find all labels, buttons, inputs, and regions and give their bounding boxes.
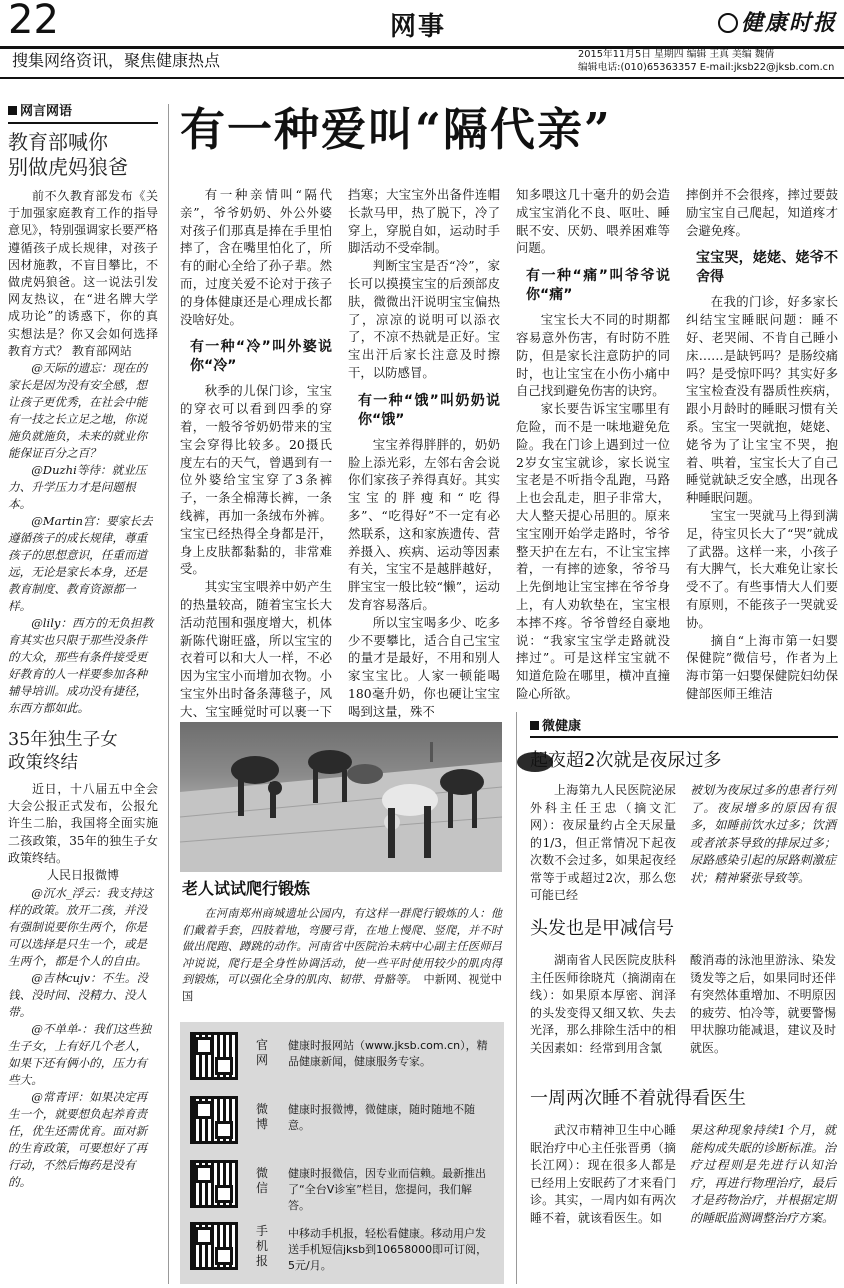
qr-code-icon[interactable] [190, 1160, 238, 1208]
contact-line: 编辑电话:(010)65363357 E-mail:jksb22@jksb.com.cn [578, 62, 835, 73]
date-line: 2015年11月5日 星期四 编辑 王真 美编 魏倩 [578, 49, 775, 60]
micro-item-col: 上海第九人民医院泌尿外科主任王忠（摘文汇网）：夜尿量约占全天尿量的1/3，但正常情况下起夜次数不会过多，如果起夜经常等于或超过2次，那么您可能已经 [530, 783, 676, 902]
story2-title: 35年独生子女 政策终结 [8, 730, 118, 774]
subheading: 宝宝哭，姥姥、姥爷不舍得 [696, 250, 838, 286]
section-title: 网事 [390, 12, 447, 42]
article-column-4: 摔倒并不会很疼，摔过要鼓励宝宝自己爬起，知道疼才会避免疼。 宝宝哭，姥姥、姥爷不舍得 在我的门诊，好多家长纠结宝宝睡眠问题：睡不好、老哭闹、不肯自己睡小床……是缺钙吗？是肠绞痛吗？是受惊吓吗？其实好多宝宝检查没有器质性疾病，跟小月龄时的睡眠习惯有关系。宝宝一哭就抱，姥姥、姥爷为了让宝宝不哭，抱着、哄着，宝宝长大了自己睡觉就缺乏安全感，出现各种睡眠问题。 宝宝一哭就马上得到满足，待宝贝长大了“哭”就成了武器。这样一来，小孩子有大脾气，长大难免让家长受不了。有些事情大人们要有原则，不能孩子一哭就妥协。 摘自“上海市第一妇婴保健院”微信号，作者为上海市第一妇婴保健院妇幼保健部医师王维洁 [686, 187, 838, 701]
story1-title: 教育部喊你 别做虎妈狼爸 [8, 130, 128, 179]
comment: @Martin宫：要家长去遵循孩子的成长规律，尊重孩子的思想意识，任重而道远，无论是家长本身，还是教育制度、教育资源都一样。 [8, 514, 153, 614]
qr-code-icon[interactable] [190, 1096, 238, 1144]
subheading: 有一种“冷”叫外婆说你“冷” [190, 339, 332, 375]
subheading: 有一种“饿”叫奶奶说你“饿” [358, 392, 500, 428]
square-bullet-icon [8, 106, 17, 115]
story1-body: 前不久教育部发布《关于加强家庭教育工作的指导意见》，特别强调家长要严格遵循孩子成长规律，对孩子因材施教，不盲目攀比，不做虎妈狼爸。这一说法引发网友热议，在“进名牌大学成功论”的诱惑下，你的真实想法是？你又会如何选择教育方式？ 教育部网站 [8, 189, 159, 358]
photo-caption-body: 在河南郑州商城遗址公园内，有这样一群爬行锻炼的人：他们戴着手套，四肢着地，弯腰弓背，在地上慢爬、竖爬，并不时做出爬跑、蹲跳的动作。河南省中医院治未病中心副主任医师吕冲说说，爬行是全身性协调活动，使一些平时使用较少的肌肉得到锻炼，可以强化全身的肌肉、韧带、骨骼等。 中新网、视觉中国 [182, 907, 502, 1003]
qr-code-icon[interactable] [190, 1222, 238, 1270]
main-headline: 有一种爱叫“隔代亲” [180, 103, 612, 156]
page-number: 22 [8, 0, 59, 43]
comment: @吉林cujv：不生。没钱、没时间、没精力、没人带。 [8, 970, 149, 1019]
article-column-3: 知多喂这几十毫升的奶会造成宝宝消化不良、呕吐、睡眠不安、厌奶、喂养困难等问题。 有一种“痛”叫爷爷说你“痛” 宝宝长大不同的时期都容易意外伤害，有时防不胜防，但是家长注意防护的同时，也让宝宝在小伤小痛中自己找到避免伤害的诀窍。 家长要告诉宝宝哪里有危险，而不是一味地避免危险。我在门诊上遇到过一位2岁女宝宝就诊，家长说宝宝老是不听指令乱跑，马路上也会乱走，胆子非常大，大人整天提心吊胆的。原来宝宝刚开始学走路时，爷爷整天护在左右，不让宝宝摔着，一有摔的迹象，爷爷马上先倒地让宝宝摔在爷爷身上，有人劝软垫在，宝宝根本摔不疼。爷爷曾经自豪地说：“我家宝宝学走路就没摔过”。可是这样宝宝就不知道危险在哪里，横冲直撞险心所欲。 [516, 187, 670, 701]
tagline: 搜集网络资讯，聚焦健康热点 [12, 51, 221, 70]
comment: @lily：西方的无负担教育其实也只限于那些没条件的大众，那些有条件接受更好教育的人一样要参加各种辅导培训。成功没有捷径，东西方都如此。 [8, 616, 154, 716]
newspaper-logo: 健康时报 [718, 6, 837, 37]
comment: @天际的遗忘：现在的家长是因为没有安全感，想让孩子更优秀，在社会中能有一技之长立足之地，你说施负就施负，未来的就业你能保证百分之百？ [8, 361, 148, 461]
masthead [0, 0, 844, 80]
header-bottom-rule [0, 77, 844, 79]
comment: @不单单-：我们这些独生子女，上有好几个老人，如果下还有俩小的，压力有些大。 [8, 1021, 152, 1087]
logo-mark-icon [718, 13, 738, 33]
qr-service-box [180, 1022, 504, 1284]
subheading: 有一种“痛”叫爷爷说你“痛” [526, 268, 670, 304]
qr-label: 微博 [256, 1102, 269, 1131]
story2-body: 近日，十八届五中全会大会公报正式发布，公报允许生二胎，我国将全面实施二孩政策，35年的独生子女政策终结。 [8, 782, 158, 865]
micro-item-col: 被划为夜尿过多的患者行列了。夜尿增多的原因有很多，如睡前饮水过多；饮酒或者浓茶导致的排尿过多；尿路感染引起的尿路刺激症状；精神紧张导致等。 [690, 783, 836, 885]
qr-text: 健康时报网站（www.jksb.com.cn），精品健康新闻，健康服务专家。 [288, 1039, 488, 1068]
square-bullet-icon [530, 721, 539, 730]
qr-text: 中移动手机报，轻松看健康。移动用户发送手机短信jksb到10658000即可订阅，5元/月。 [288, 1227, 488, 1272]
photo-source: 中新网、视觉中国 [182, 973, 502, 1003]
micro-item-col: 果这种现象持续1个月，就能构成失眠的诊断标准。治疗过程则是先进行认知治疗，再进行物理治疗，最后才是药物治疗，并根据定期的睡眠监测调整治疗方案。 [690, 1123, 836, 1225]
micro-item-title: 一周两次睡不着就得看医生 [530, 1088, 746, 1109]
micro-item-title: 头发也是甲减信号 [530, 918, 674, 939]
comment: @Duzhi等待：就业压力、升学压力才是问题根本。 [8, 463, 147, 512]
article-column-2: 挡寒；大宝宝外出备件连帽长款马甲，热了脱下，冷了穿上，穿脱自如，运动时手脚活动不受牵制。 判断宝宝是否“冷”，家长可以摸摸宝宝的后颈部皮肤，微微出汗说明宝宝偏热了，凉凉的说明可以添衣了，不凉不热就是正好。宝宝出汗后家长注意及时擦干，以防感冒。 有一种“饿”叫奶奶说你“饿” 宝宝养得胖胖的，奶奶脸上添光彩，左邻右舍会说你们家孩子养得真好。其实宝宝的胖瘦和“吃得多”、“吃得好”不一定有必然联系，这和家族遗传、营养摄入、疾病、运动等因素有关，宝宝不是越胖越好，胖宝宝一般比较“懒”，运动发育容易落后。 所以宝宝喝多少、吃多少不要攀比，适合自己宝宝的量才是最好，不用和别人家宝宝比。人家一顿能喝180毫升奶，你也硬让宝宝喝到这量，殊不 [348, 187, 500, 719]
crawling-exercise-photo [180, 722, 502, 872]
column-label: 网言网语 [8, 104, 158, 124]
micro-item-col: 武汉市精神卫生中心睡眠治疗中心主任张晋勇（摘长江网）：现在很多人都是已经用上安眠药了才来看门诊。其实，一周内如有两次睡不着，就该看医生。如 [530, 1123, 676, 1225]
qr-code-icon[interactable] [190, 1032, 238, 1080]
qr-text: 健康时报微信，因专业而信赖。最新推出了“全台V诊室”栏目，您提问，我们解答。 [288, 1167, 486, 1212]
column-divider [168, 104, 169, 1284]
qr-row[interactable] [190, 1160, 490, 1216]
story2-source: 人民日报微博 [46, 868, 119, 883]
qr-row[interactable] [190, 1222, 490, 1278]
qr-label: 手机报 [256, 1224, 269, 1268]
comment: @常青评：如果决定再生一个，就要想负起养育责任，优生还需优育。面对新的生育政策，可要想好了再行动，不然后悔药是没有的。 [8, 1089, 148, 1189]
micro-item-col: 酸消毒的泳池里游泳、染发烫发等之后，如果同时还伴有突然体重增加、不明原因的疲劳、怕冷等，就要警惕甲状腺功能减退，建议及时就医。 [690, 953, 836, 1055]
qr-row[interactable] [190, 1032, 490, 1088]
comment: @沉水_浮云：我支持这样的政策。放开二孩，并没有强制说要你生两个，你是可以选择是只生一个，或是生两个，都是个人的自由。 [8, 885, 153, 968]
qr-row[interactable] [190, 1096, 490, 1152]
left-column [8, 104, 158, 1284]
qr-text: 健康时报微博，微健康，随时随地不随意。 [288, 1103, 475, 1132]
micro-item-title: 起夜超2次就是夜尿过多 [530, 750, 722, 771]
micro-item-col: 湖南省人民医院皮肤科主任医师徐晓芃（摘湖南在线）：如果原本厚密、润泽的头发变得又细又软、失去光泽，那么排除生活中的相关因素如：经常到用含氯 [530, 953, 676, 1055]
qr-label: 微信 [256, 1166, 269, 1195]
micro-divider [516, 712, 517, 1284]
qr-label: 官网 [256, 1038, 269, 1067]
article-column-1: 有一种亲情叫“隔代亲”，爷爷奶奶、外公外婆对孩子们那真是捧在手里怕摔了，含在嘴里怕化了，所有的耐心全给了孙子辈。然而，过度关爱不论对于孩子的身体健康还是心理成长都没啥好处。 有一种“冷”叫外婆说你“冷” 秋季的儿保门诊，宝宝的穿衣可以看到四季的穿着，一般爷爷奶奶带来的宝宝会穿得比较多。20摄氏度左右的天气，曾遇到有一位外婆给宝宝穿了3条裤子，一条全棉薄长裤，一条线裤，再加一条绒布外裤。宝宝已经热得全身都是汗，身上皮肤都黏黏的，非常难受。 其实宝宝喂养中奶产生的热量较高，随着宝宝长大活动范围和强度增大，机体新陈代谢旺盛，所以宝宝的衣着可以和大人一样，不必因为宝宝小而增加衣物。小宝宝外出时备条薄毯子，风大、宝宝睡觉时可以裹一下 [180, 187, 332, 719]
micro-label: 微健康 [530, 718, 838, 738]
photo-caption-title: 老人试试爬行锻炼 [182, 879, 311, 898]
